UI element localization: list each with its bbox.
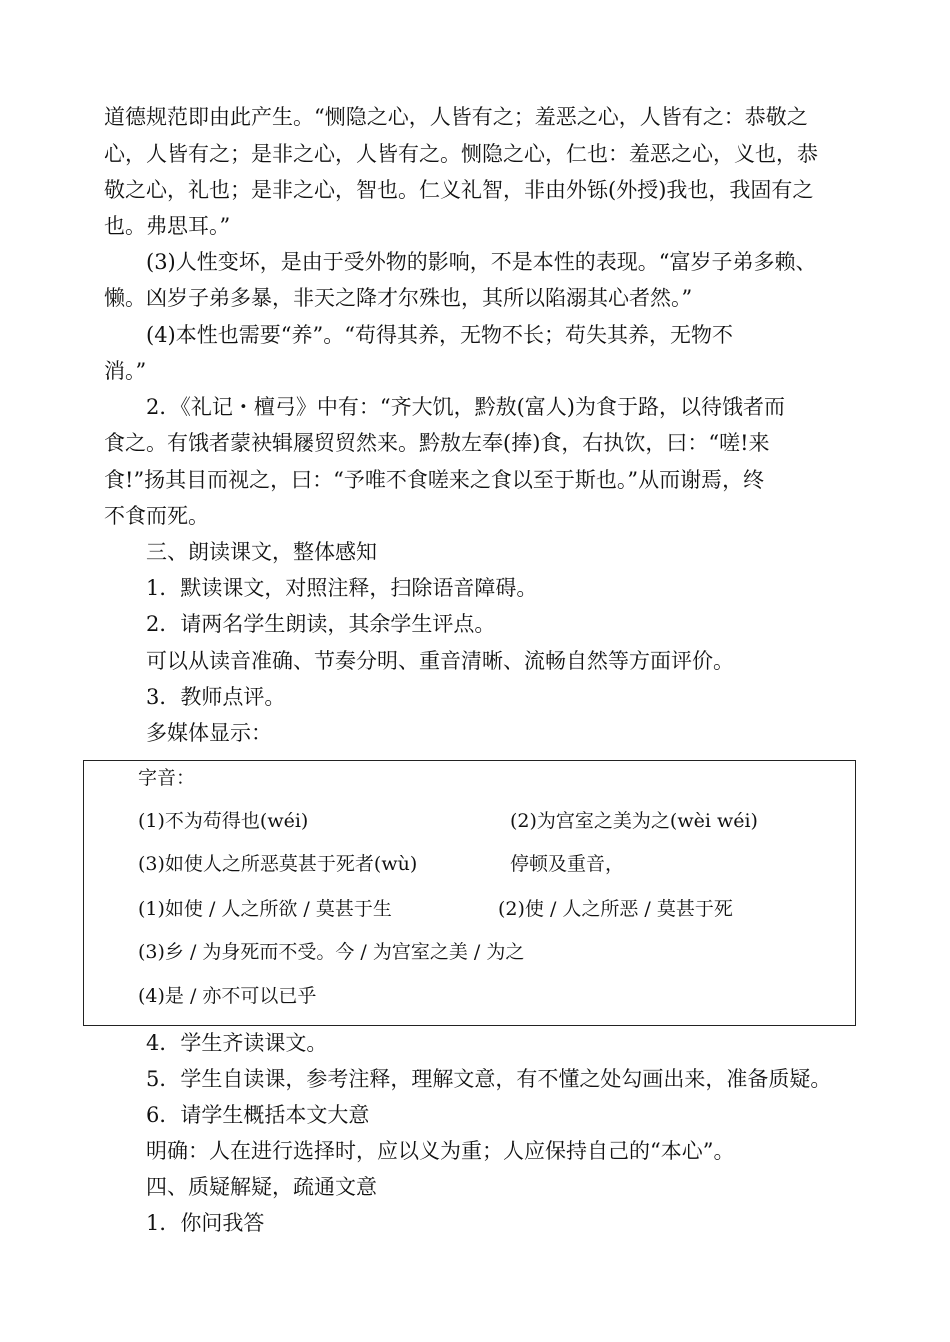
paragraph-line: 敬之心，礼也；是非之心，智也。仁义礼智，非由外铄(外授)我也，我固有之 <box>104 178 814 202</box>
paragraph-line: 心，人皆有之；是非之心，人皆有之。恻隐之心，仁也：羞恶之心，义也，恭 <box>104 142 818 166</box>
paragraph-line: 食!”扬其目而视之，曰：“予唯不食嗟来之食以至于斯也。”从而谢焉，终 <box>104 468 765 492</box>
pronunciation-item: (3)如使人之所恶莫甚于死者(wù) <box>138 853 418 875</box>
multimedia-box <box>83 760 856 1026</box>
paragraph-line: 2．《礼记・檀弓》中有：“齐大饥，黔敖(富人)为食于路，以待饿者而 <box>146 395 785 419</box>
paragraph-line: 1．默读课文，对照注释，扫除语音障碍。 <box>146 576 538 600</box>
pronunciation-item: (2)为宫室之美为之(wèi wéi) <box>510 810 758 832</box>
paragraph-line: 也。弗思耳。” <box>104 214 231 238</box>
paragraph-line: 不食而死。 <box>104 504 209 528</box>
pronunciation-item: (1)不为苟得也(wéi) <box>138 810 309 832</box>
paragraph-line: 可以从读音准确、节奏分明、重音清晰、流畅自然等方面评价。 <box>146 649 734 673</box>
section-heading: 三、朗读课文，整体感知 <box>146 540 377 564</box>
paragraph-line: 1．你问我答 <box>146 1211 265 1235</box>
box-title: 字音： <box>138 767 196 789</box>
paragraph-line: 道德规范即由此产生。“恻隐之心，人皆有之；羞恶之心，人皆有之：恭敬之 <box>104 105 808 129</box>
section-heading: 四、质疑解疑，疏通文意 <box>146 1175 377 1199</box>
paragraph-line: 懒。凶岁子弟多暴，非天之降才尔殊也，其所以陷溺其心者然。” <box>104 286 693 310</box>
paragraph-line: (3)人性变坏，是由于受外物的影响，不是本性的表现。“富岁子弟多赖、 <box>146 250 817 274</box>
paragraph-line: 5．学生自读课，参考注释，理解文意，有不懂之处勾画出来，准备质疑。 <box>146 1067 832 1091</box>
pause-item: (2)使 / 人之所恶 / 莫甚于死 <box>498 898 733 920</box>
paragraph-line: 多媒体显示： <box>146 721 272 745</box>
pause-heading: 停顿及重音， <box>510 853 625 875</box>
pause-item: (4)是 / 亦不可以已乎 <box>138 985 317 1007</box>
paragraph-line: 消。” <box>104 359 147 383</box>
pause-item: (3)乡 / 为身死而不受。今 / 为宫室之美 / 为之 <box>138 941 525 963</box>
pause-item: (1)如使 / 人之所欲 / 莫甚于生 <box>138 898 392 920</box>
paragraph-line: (4)本性也需要“养”。“苟得其养，无物不长；苟失其养，无物不 <box>146 323 733 347</box>
paragraph-line: 2．请两名学生朗读，其余学生评点。 <box>146 612 496 636</box>
paragraph-line: 3．教师点评。 <box>146 685 286 709</box>
paragraph-line: 6．请学生概括本文大意 <box>146 1103 370 1127</box>
paragraph-line: 食之。有饿者蒙袂辑屦贸贸然来。黔敖左奉(捧)食，右执饮，曰：“嗟!来 <box>104 431 770 455</box>
paragraph-line: 明确：人在进行选择时，应以义为重；人应保持自己的“本心”。 <box>146 1139 735 1163</box>
paragraph-line: 4．学生齐读课文。 <box>146 1031 328 1055</box>
